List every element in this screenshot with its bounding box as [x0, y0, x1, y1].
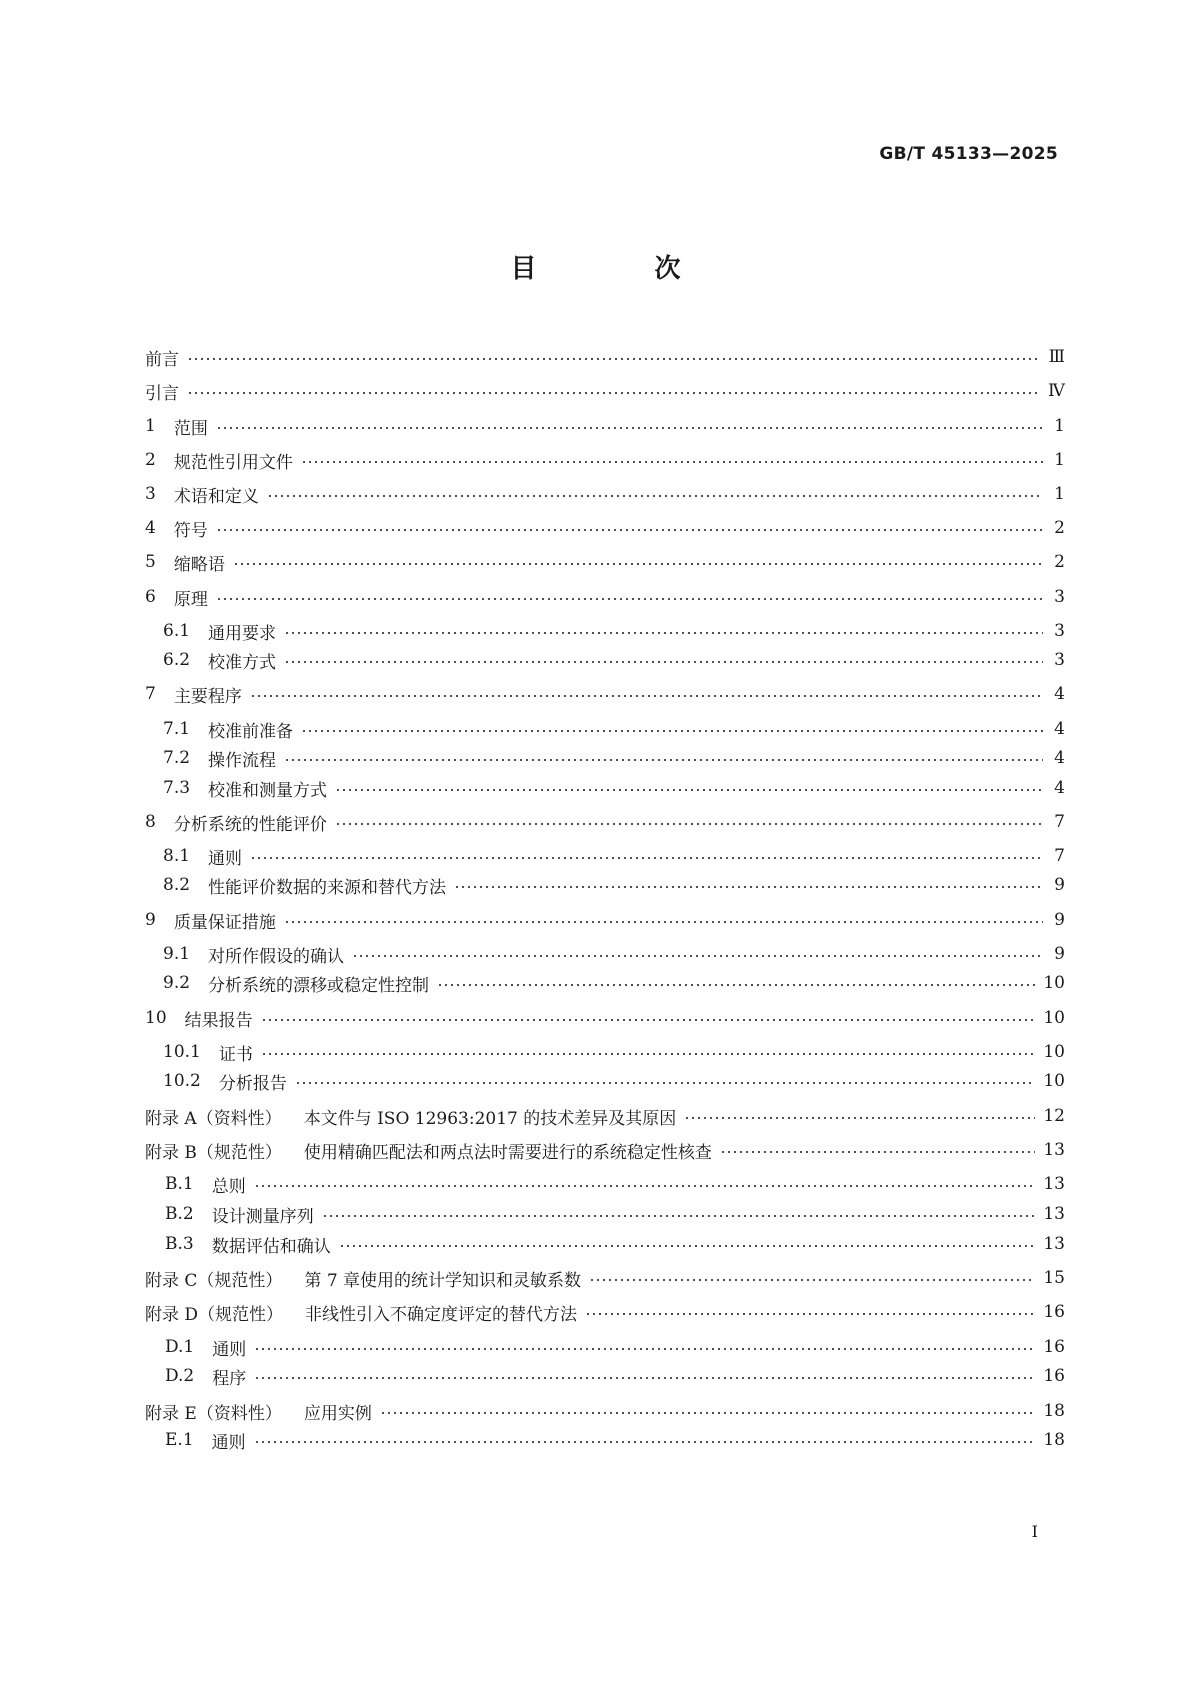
- toc-entry-label: 校准前准备: [208, 721, 294, 742]
- toc-entry: [145, 618, 1065, 644]
- toc-entry-label: 第 7 章使用的统计学知识和灵敏系数: [304, 1270, 582, 1291]
- toc-entry-number: 7.2: [163, 748, 191, 768]
- toc-entry-label: 程序: [212, 1368, 247, 1389]
- dot-leader: [216, 584, 1043, 610]
- toc-entry-number: 附录 D（规范性）: [145, 1304, 284, 1325]
- dot-leader: [284, 618, 1043, 644]
- toc-entry-page: 4: [1054, 719, 1065, 739]
- page-title: 目 次: [510, 254, 727, 284]
- toc-entry-number: 8.1: [163, 846, 191, 866]
- toc-entry-label: 前言: [145, 349, 179, 370]
- toc-entry: [145, 481, 1065, 507]
- toc-entry-label: 通用要求: [208, 623, 277, 644]
- toc-entry-page: 4: [1054, 684, 1065, 704]
- toc-entry-number: 8: [145, 812, 156, 832]
- toc-entry: [145, 775, 1065, 801]
- toc-entry-number: 6.2: [163, 650, 191, 670]
- toc-entry-page: 7: [1054, 812, 1065, 832]
- toc-entry-number: 附录 A（资料性）: [145, 1108, 282, 1129]
- toc-entry: [145, 549, 1065, 575]
- dot-leader: [720, 1137, 1035, 1163]
- toc-entry: [145, 647, 1065, 673]
- toc-entry-label: 应用实例: [303, 1403, 372, 1424]
- toc-entry-label: 本文件与 ISO 12963:2017 的技术差异及其原因: [303, 1108, 677, 1129]
- toc-entry-page: 10: [1043, 1071, 1065, 1091]
- toc-entry-page: 16: [1043, 1302, 1065, 1322]
- dot-leader: [284, 907, 1043, 933]
- toc-entry-page: 18: [1043, 1430, 1065, 1450]
- toc-entry-number: E.1: [165, 1430, 194, 1450]
- toc-entry-number: 附录 C（规范性）: [145, 1270, 283, 1291]
- toc-entry-label: 通则: [208, 848, 243, 869]
- toc-entry: [145, 1137, 1065, 1163]
- toc-entry-number: D.1: [165, 1337, 195, 1357]
- toc-entry-label: 使用精确匹配法和两点法时需要进行的系统稳定性核查: [303, 1142, 712, 1163]
- toc-entry-label: 证书: [218, 1044, 253, 1065]
- toc-entry: [145, 681, 1065, 707]
- dot-leader: [352, 941, 1043, 967]
- toc-entry: [145, 1103, 1065, 1129]
- toc-entry-label: 原理: [173, 589, 208, 610]
- toc-entry-number: 7: [145, 684, 156, 704]
- toc-entry-page: 13: [1043, 1140, 1065, 1160]
- toc-entry-page: 16: [1043, 1366, 1065, 1386]
- toc-entry-number: 1: [145, 416, 156, 436]
- dot-leader: [267, 481, 1043, 507]
- toc-entry-page: 2: [1054, 518, 1065, 538]
- toc-entry-number: 附录 B（规范性）: [145, 1142, 282, 1163]
- dot-leader: [250, 681, 1043, 707]
- toc-entry-page: 3: [1054, 650, 1065, 670]
- dot-leader: [187, 378, 1040, 404]
- standard-number: GB/T 45133—2025: [879, 144, 1058, 164]
- toc-entry-label: 分析系统的性能评价: [173, 814, 327, 835]
- toc-entry-label: 总则: [211, 1176, 246, 1197]
- toc-entry-page: 3: [1054, 587, 1065, 607]
- dot-leader: [301, 447, 1043, 473]
- toc-entry: [145, 1005, 1065, 1031]
- toc-entry: [145, 1201, 1065, 1227]
- dot-leader: [254, 1363, 1035, 1389]
- toc-entry-label: 符号: [173, 520, 208, 541]
- toc-entry-label: 校准和测量方式: [208, 780, 328, 801]
- toc-entry: [145, 1068, 1065, 1094]
- toc-entry-number: 8.2: [163, 875, 191, 895]
- toc-entry-page: 16: [1043, 1337, 1065, 1357]
- toc-entry: [145, 1334, 1065, 1360]
- dot-leader: [233, 549, 1043, 575]
- toc-entry-label: 质量保证措施: [173, 912, 276, 933]
- toc-entry: [145, 970, 1065, 996]
- toc-entry-page: 15: [1043, 1268, 1065, 1288]
- toc-entry: [145, 1039, 1065, 1065]
- dot-leader: [250, 843, 1043, 869]
- toc-entry-label: 术语和定义: [173, 486, 259, 507]
- toc-entry: [145, 378, 1065, 404]
- toc-entry-page: 18: [1043, 1401, 1065, 1421]
- dot-leader: [216, 515, 1043, 541]
- toc-entry-number: 10: [145, 1008, 167, 1028]
- toc-entry: [145, 716, 1065, 742]
- dot-leader: [261, 1039, 1036, 1065]
- toc-entry-page: Ⅲ: [1048, 347, 1065, 367]
- toc-entry-number: 9: [145, 910, 156, 930]
- dot-leader: [284, 647, 1043, 673]
- dot-leader: [295, 1068, 1036, 1094]
- dot-leader: [254, 1334, 1035, 1360]
- toc-entry: [145, 1398, 1065, 1424]
- toc-entry-label: 规范性引用文件: [173, 452, 293, 473]
- toc-entry-page: 13: [1043, 1174, 1065, 1194]
- toc-entry-label: 缩略语: [173, 554, 225, 575]
- toc-entry-label: 引言: [145, 383, 179, 404]
- dot-leader: [589, 1265, 1035, 1291]
- toc-entry: [145, 447, 1065, 473]
- toc-entry: [145, 872, 1065, 898]
- toc-entry-number: D.2: [165, 1366, 195, 1386]
- toc-entry-number: 9.1: [163, 944, 191, 964]
- toc-entry-number: 6: [145, 587, 156, 607]
- toc-entry-label: 对所作假设的确认: [208, 946, 345, 967]
- toc-entry-label: 性能评价数据的来源和替代方法: [208, 877, 447, 898]
- toc-entry-page: 1: [1054, 484, 1065, 504]
- toc-entry: [145, 1299, 1065, 1325]
- dot-leader: [684, 1103, 1035, 1129]
- toc-entry-page: 9: [1054, 910, 1065, 930]
- toc-entry: [145, 907, 1065, 933]
- dot-leader: [335, 775, 1043, 801]
- toc-entry-page: 12: [1043, 1106, 1065, 1126]
- toc-entry: [145, 843, 1065, 869]
- toc-entry: [145, 1231, 1065, 1257]
- toc-entry-page: 9: [1054, 875, 1065, 895]
- toc-entry-page: 10: [1043, 973, 1065, 993]
- toc-entry-label: 分析系统的漂移或稳定性控制: [208, 975, 430, 996]
- toc-entry-number: B.1: [165, 1174, 194, 1194]
- toc-entry: [145, 584, 1065, 610]
- toc-entry-page: 9: [1054, 944, 1065, 964]
- toc-entry-label: 非线性引入不确定度评定的替代方法: [305, 1304, 578, 1325]
- toc-entry-page: 1: [1054, 416, 1065, 436]
- toc-entry-number: 7.1: [163, 719, 191, 739]
- dot-leader: [335, 809, 1043, 835]
- dot-leader: [187, 344, 1041, 370]
- dot-leader: [339, 1231, 1036, 1257]
- toc-entry: [145, 809, 1065, 835]
- toc-entry: [145, 1171, 1065, 1197]
- toc-entry-label: 数据评估和确认: [211, 1236, 331, 1257]
- dot-leader: [301, 716, 1043, 742]
- toc-entry-page: 1: [1054, 450, 1065, 470]
- toc-entry: [145, 344, 1065, 370]
- toc-entry: [145, 413, 1065, 439]
- toc-entry-number: 10.2: [163, 1071, 201, 1091]
- toc-entry: [145, 745, 1065, 771]
- dot-leader: [254, 1171, 1036, 1197]
- toc-entry-number: 10.1: [163, 1042, 201, 1062]
- toc-entry-number: 7.3: [163, 778, 191, 798]
- toc-entry-label: 通则: [211, 1432, 246, 1453]
- toc-entry-label: 范围: [173, 418, 208, 439]
- toc-entry-number: 2: [145, 450, 156, 470]
- toc-entry: [145, 515, 1065, 541]
- toc-entry: [145, 1363, 1065, 1389]
- toc-entry-page: 2: [1054, 552, 1065, 572]
- toc-entry-number: 6.1: [163, 621, 191, 641]
- toc-entry-page: 10: [1043, 1008, 1065, 1028]
- dot-leader: [380, 1398, 1036, 1424]
- toc-entry-page: 10: [1043, 1042, 1065, 1062]
- footer-page-number: I: [1031, 1522, 1038, 1541]
- toc-entry: [145, 1427, 1065, 1453]
- toc-entry-number: 9.2: [163, 973, 191, 993]
- toc-entry-label: 结果报告: [184, 1010, 253, 1031]
- toc-entry-number: 附录 E（资料性）: [145, 1403, 282, 1424]
- toc-entry-label: 主要程序: [173, 686, 242, 707]
- dot-leader: [254, 1427, 1036, 1453]
- toc-entry-label: 操作流程: [208, 750, 277, 771]
- toc-entry-label: 分析报告: [218, 1073, 287, 1094]
- toc-entry-page: 4: [1054, 778, 1065, 798]
- dot-leader: [284, 745, 1043, 771]
- toc-entry-page: 4: [1054, 748, 1065, 768]
- toc-entry-label: 通则: [212, 1339, 247, 1360]
- dot-leader: [585, 1299, 1035, 1325]
- dot-leader: [322, 1201, 1036, 1227]
- toc-entry-label: 校准方式: [208, 652, 277, 673]
- toc-entry-number: B.3: [165, 1234, 194, 1254]
- dot-leader: [454, 872, 1043, 898]
- dot-leader: [437, 970, 1035, 996]
- toc-entry-number: 5: [145, 552, 156, 572]
- toc-entry-number: 3: [145, 484, 156, 504]
- toc-entry-page: Ⅳ: [1048, 381, 1065, 401]
- dot-leader: [216, 413, 1043, 439]
- toc-entry-page: 7: [1054, 846, 1065, 866]
- toc-entry-page: 3: [1054, 621, 1065, 641]
- dot-leader: [261, 1005, 1036, 1031]
- toc-entry: [145, 941, 1065, 967]
- toc-entry-page: 13: [1043, 1204, 1065, 1224]
- toc-entry-label: 设计测量序列: [211, 1206, 314, 1227]
- toc-entry-page: 13: [1043, 1234, 1065, 1254]
- toc-entry-number: B.2: [165, 1204, 194, 1224]
- toc-entry: [145, 1265, 1065, 1291]
- toc-entry-number: 4: [145, 518, 156, 538]
